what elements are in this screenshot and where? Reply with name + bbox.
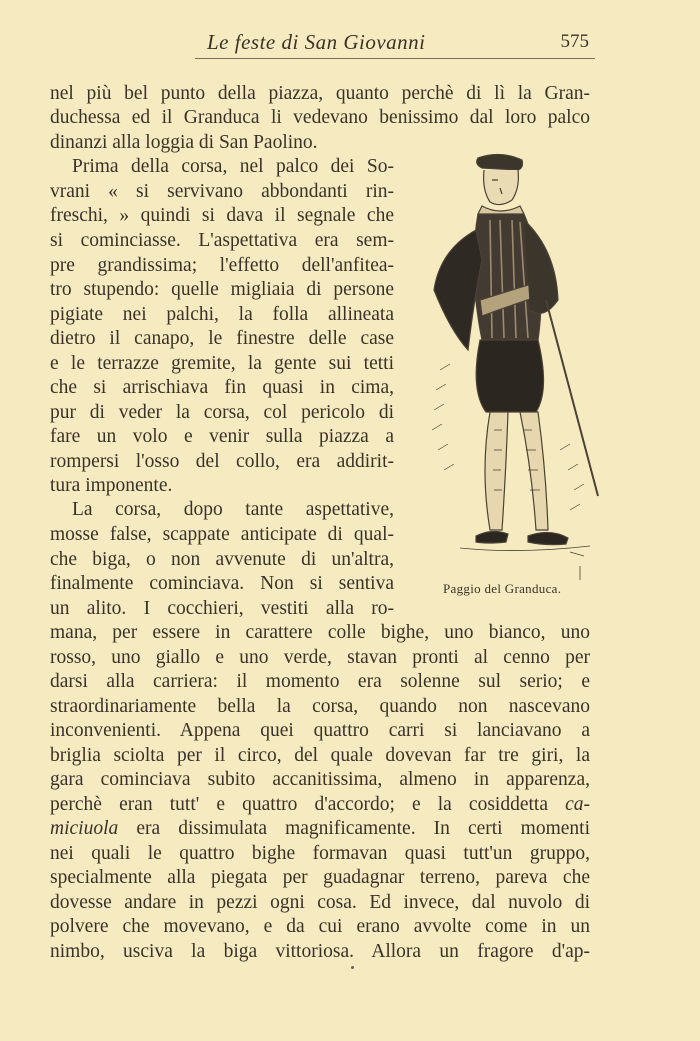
text-line: darsi alla carriera: il momento era solenne sul serio; e [50,671,590,692]
text-line: nei quali le quattro bighe formavan quasi tutt'un gruppo, [50,843,590,864]
text-line [50,815,590,843]
text-line: e le terrazze gremite, la gente sui tetti [50,353,394,374]
text-line: specialmente alla piegata per guadagnar terreno, pareva che [50,867,590,888]
page-number: 575 [560,31,589,52]
text-line: pur di veder la corsa, col pericolo di [50,402,394,423]
text-line: nel più bel punto della piazza, quanto perchè di lì la Gran- [50,83,590,104]
text-line: tura imponente. [50,475,173,496]
running-title: Le feste di San Giovanni [207,30,426,54]
text-line: gara cominciava subito accanitissima, almeno in apparenza, [50,769,590,790]
text-line: inconvenienti. Appena quei quattro carri si lanciavano a [50,720,590,741]
text-line: pre grandissima; l'effetto dell'anfitea- [50,255,394,276]
text-line: un alito. I cocchieri, vestiti alla ro- [50,598,394,619]
text-segment: era dissimulata magnificamente. In certi momenti [136,818,591,839]
text-line: rosso, uno giallo e uno verde, stavan pronti al cenno per [50,647,590,668]
page-illustration [420,150,610,580]
running-header [195,30,595,58]
text-line: mosse false, scappate anticipate di qual- [50,524,394,545]
text-line: polvere che movevano, e da cui erano avvolte come in un [50,916,590,937]
text-line: dovesse andare in pezzi ogni cosa. Ed invece, dal nuvolo di [50,892,590,913]
text-line: si cominciasse. L'aspettativa era sem- [50,230,394,251]
page-marker-dot [351,966,354,969]
page-figure-drawing [420,150,610,580]
text-line: La corsa, dopo tante aspettative, [72,499,394,520]
figure-caption: Paggio del Granduca. [443,581,562,596]
text-line: tro stupendo: quelle migliaia di persone [50,279,394,300]
text-line: Prima della corsa, nel palco dei So- [72,156,394,177]
text-line: rompersi l'osso del collo, era addirit- [50,451,394,472]
text-line: pigiate nei palchi, la folla allineata [50,304,394,325]
text-line: briglia sciolta per il circo, del quale dovevan far tre giri, la [50,745,590,766]
italic-word: ca- [565,794,591,815]
text-line: nimbo, usciva la biga vittoriosa. Allora un fragore d'ap- [50,941,590,962]
text-line: straordinariamente bella la corsa, quando non nascevano [50,696,590,717]
text-line: vrani « si servivano abbondanti rin- [50,181,394,202]
text-line: mana, per essere in carattere colle bighe, uno bianco, uno [50,622,590,643]
text-line: che biga, o non avvenute di un'altra, [50,549,394,570]
text-line: freschi, » quindi si dava il segnale che [50,205,394,226]
text-line: fare un volo e venir sulla piazza a [50,426,394,447]
header-rule [195,58,595,59]
text-line: che si arrischiava fin quasi in cima, [50,377,394,398]
text-line: dietro il canapo, le finestre delle case [50,328,394,349]
text-line: dinanzi alla loggia di San Paolino. [50,132,318,153]
text-line: finalmente cominciava. Non si sentiva [50,573,394,594]
text-segment: perchè eran tutt' e quattro d'accordo; e la cosiddetta [50,794,548,815]
italic-word: miciuola [50,818,119,839]
text-line: duchessa ed il Granduca li vedevano benissimo dal loro palco [50,107,590,128]
